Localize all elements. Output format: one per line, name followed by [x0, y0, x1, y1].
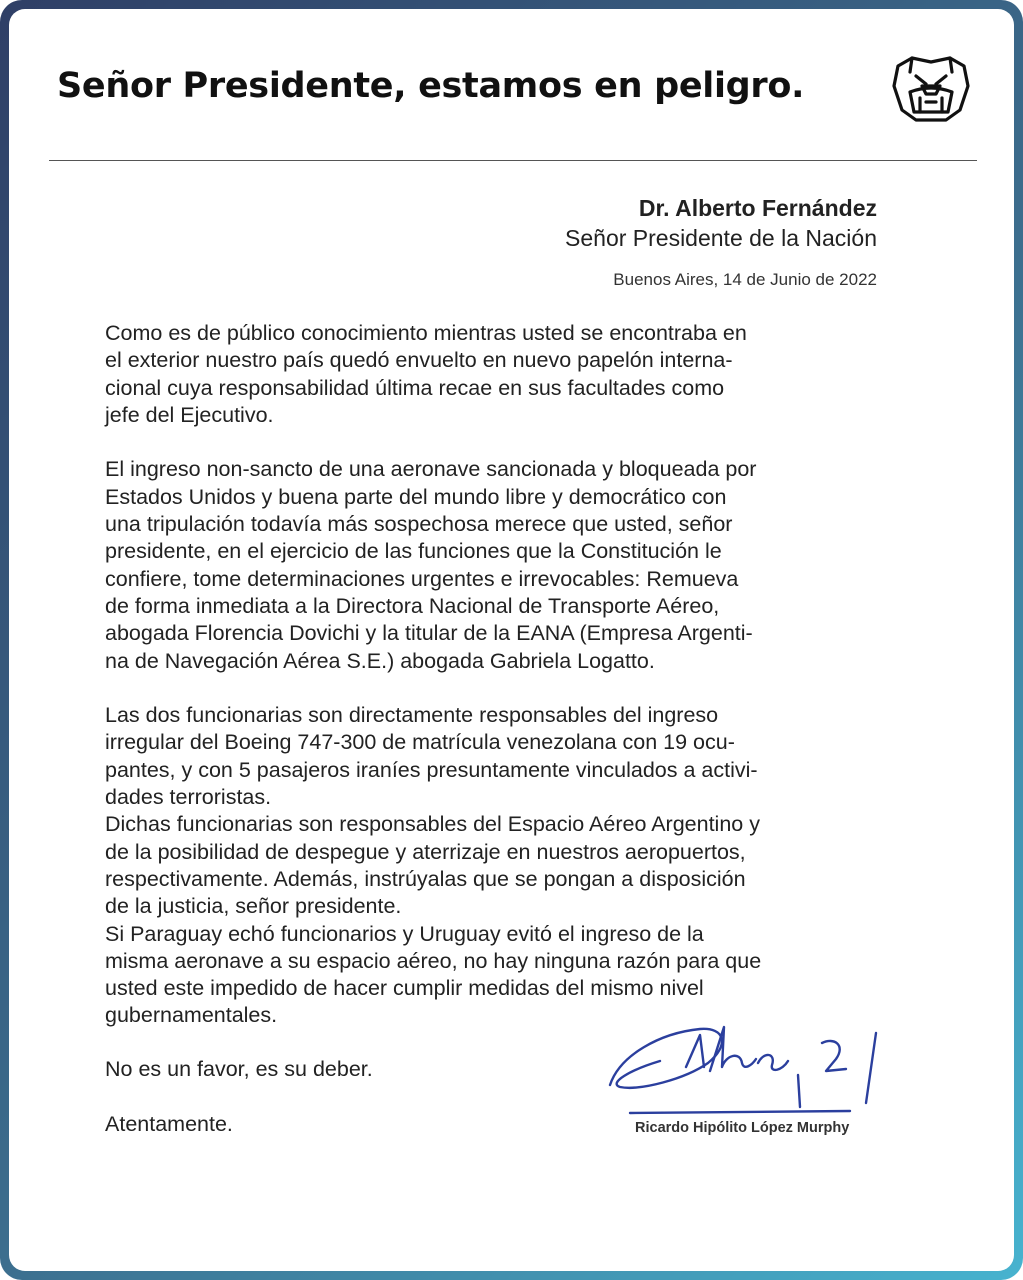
sign-off: Atentamente.: [105, 1112, 233, 1136]
handwritten-signature: [600, 1015, 900, 1125]
text-line: cional cuya responsabilidad última recae en sus facultades como: [105, 375, 725, 400]
addressee-name: Dr. Alberto Fernández: [638, 195, 877, 221]
text-line: Si Paraguay echó funcionarios y Uruguay evitó el ingreso de la: [105, 921, 704, 946]
text-line: misma aeronave a su espacio aéreo, no hay ninguna razón para que: [105, 948, 762, 973]
text-line: Las dos funcionarias son directamente responsables del ingreso: [105, 703, 719, 728]
paragraph-gap: [105, 675, 905, 702]
text-line: Como es de público conocimiento mientras usted se encontraba en: [105, 321, 747, 345]
text-line: usted este impedido de hacer cumplir medidas del mismo nivel: [105, 976, 704, 1001]
paragraph-gap: [105, 429, 905, 456]
addressee-block: [565, 193, 877, 290]
text-line: gubernamentales.: [105, 1003, 278, 1028]
paragraph-3: [105, 702, 905, 1030]
signatory-name: Ricardo Hipólito López Murphy: [635, 1120, 850, 1136]
text-line: jefe del Ejecutivo.: [105, 402, 274, 427]
closing-line: No es un favor, es su deber.: [105, 1057, 373, 1081]
text-line: Dichas funcionarias son responsables del Espacio Aéreo Argentino y: [105, 812, 760, 837]
headline: Señor Presidente, estamos en peligro.: [57, 66, 805, 106]
text-line: pantes, y con 5 pasajeros iraníes presuntamente vinculados a activi-: [105, 757, 758, 782]
paragraph-2: [105, 456, 905, 674]
text-line: Estados Unidos y buena parte del mundo libre y democrático con: [105, 484, 727, 509]
addressee-role: Señor Presidente de la Nación: [565, 225, 877, 251]
text-line: una tripulación todavía más sospechosa merece que usted, señor: [105, 512, 733, 537]
text-line: el exterior nuestro país quedó envuelto en nuevo papelón interna-: [105, 348, 733, 373]
text-line: na de Navegación Aérea S.E.) abogada Gabriela Logatto.: [105, 648, 655, 673]
paragraph-1: [105, 320, 905, 429]
text-line: respectivamente. Además, instrúyalas que se pongan a disposición: [105, 866, 746, 891]
text-line: dades terroristas.: [105, 785, 272, 810]
letter-date: Buenos Aires, 14 de Junio de 2022: [613, 270, 877, 289]
text-line: El ingreso non-sancto de una aeronave sancionada y bloqueada por: [105, 457, 757, 482]
text-line: de la justicia, señor presidente.: [105, 894, 402, 919]
text-line: abogada Florencia Dovichi y la titular de la EANA (Empresa Argenti-: [105, 621, 753, 646]
text-line: de la posibilidad de despegue y aterrizaje en nuestros aeropuertos,: [105, 839, 746, 864]
text-line: irregular del Boeing 747-300 de matrícula venezolana con 19 ocu-: [105, 730, 735, 755]
text-line: presidente, en el ejercicio de las funciones que la Constitución le: [105, 539, 722, 564]
bulldog-logo-icon: [890, 52, 972, 124]
letter-body: [105, 320, 905, 1030]
header-divider: [49, 160, 977, 161]
text-line: de forma inmediata a la Directora Nacional de Transporte Aéreo,: [105, 593, 720, 618]
text-line: confiere, tome determinaciones urgentes e irrevocables: Remueva: [105, 566, 739, 591]
